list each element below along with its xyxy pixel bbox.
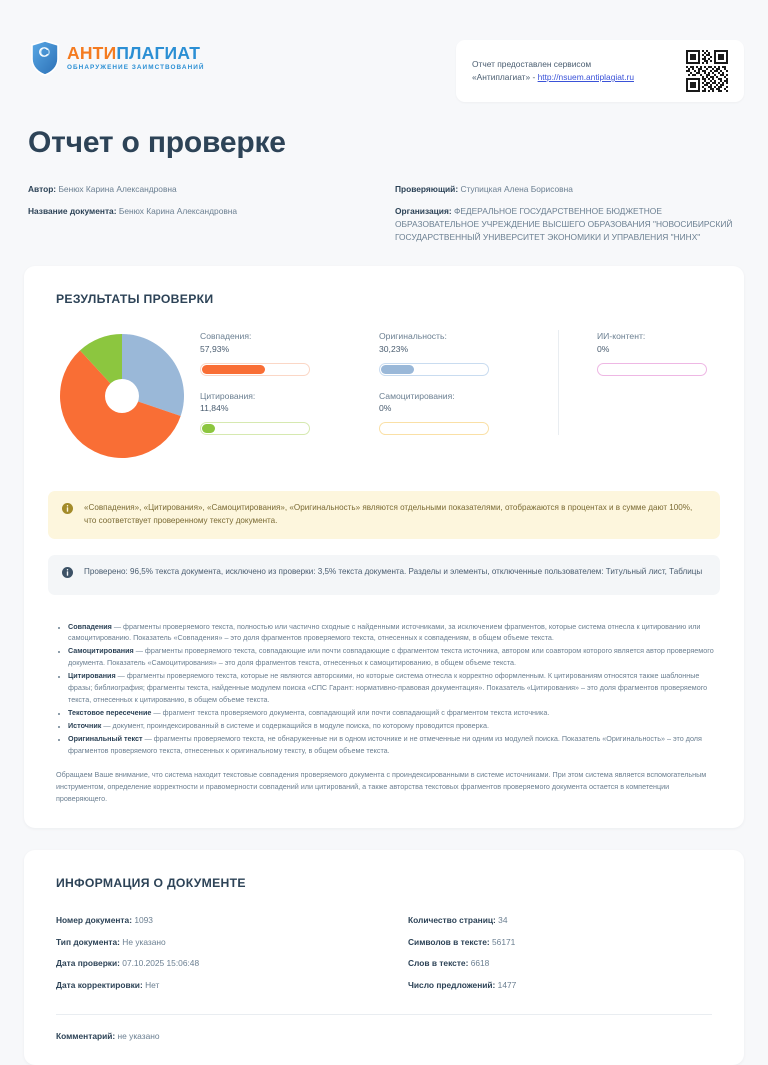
meta-document-name-value: Бенюх Карина Александровна [118,206,238,217]
definition-term: Самоцитирования [68,646,134,656]
meta-organization-label: Организация: [394,206,452,217]
definition-term: Совпадения [68,621,112,631]
document-comment [56,1031,720,1041]
document-info-grid [56,914,720,1000]
metric-sovpadeniya-label: Совпадения: [200,331,252,342]
meta-column-left [28,183,395,244]
docinfo-pages [408,914,720,927]
notice-percentages-text: «Совпадения», «Цитирования», «Самоцитирования», «Оригинальность» являются отдельными показателями, отображаются в процентах и в сумме дают 100%, что соответствует проверенному тексту документа. [84,503,693,525]
metric-sovpadeniya [200,330,379,375]
meta-column-right [395,183,744,244]
metric-originalnost-bar [379,363,489,376]
metric-citirovaniya-value: 11,84% [200,402,229,413]
notice-checked-scope [48,555,720,595]
docinfo-characters-label: Символов в тексте: [408,936,490,947]
results-card [24,266,744,828]
metric-ai-content-label: ИИ-контент: [597,331,646,342]
docinfo-sentences-label: Число предложений: [408,979,496,990]
metric-samocitirovaniya-bar [379,422,489,435]
closing-disclaimer: Обращаем Ваше внимание, что система находит текстовые совпадения проверяемого документа с проиндексированными в системе источниками. При этом система является вспомогательным инструментом, определение корректности и правомерности совпадений или цитирований, а также авторства текстовых фрагментов проверяемого документа остается в компетенции проверяющего. [56,770,707,803]
meta-author-label: Автор: [28,184,57,194]
service-info-line2-prefix: «Антиплагиат» - [472,72,538,82]
docinfo-number-label: Номер документа: [56,915,132,926]
antiplagiat-logo [24,40,205,76]
docinfo-pages-value: 34 [498,915,508,926]
definitions-list [52,621,716,757]
definition-text: — фрагменты проверяемого текста, совпадающие или почти совпадающие с фрагментом текста источника, автором или соавтором которого является автор проверяемого документа. Показатель «Самоцитирования» – это доля фрагментов текста, отнесенных к самоцитированию, в общем объеме текста. [68,646,714,668]
docinfo-type-value: Не указано [122,936,166,947]
definitions-block [48,621,720,805]
metric-ai-content-value: 0% [597,343,610,354]
meta-author [28,183,395,196]
definition-text: — фрагменты проверяемого текста, которые не являются авторскими, но которые система отнесла к корректно оформленным. К цитированиям относятся также шаблонные фразы; библиография; фрагменты текста, найденные модулем поиска «СПС Гарант: нормативно-правовая документация». Показатель «Цитирования» – это доля фрагментов проверяемого текста, отнесенных к цитированию, в общем объеме текста. [68,671,708,704]
metric-citirovaniya-bar [200,422,310,435]
meta-organization [395,205,744,244]
results-row [48,330,720,465]
metric-ai-content-bar [597,363,707,376]
docinfo-sentences-value: 1477 [497,979,517,990]
docinfo-type [56,936,408,949]
definition-term: Цитирования [68,671,116,681]
docinfo-correction-date-label: Дата корректировки: [56,979,143,990]
meta-author-value: Бенюх Карина Александровна [58,184,177,194]
page-title: Отчет о проверке [28,126,286,159]
docinfo-check-date [56,957,408,970]
definition-term: Источник [68,720,102,730]
document-info-column-left [56,914,408,1000]
definition-term: Текстовое пересечение [68,707,152,717]
info-icon [62,567,73,583]
docinfo-check-date-value: 07.10.2025 15:06:48 [122,958,200,969]
service-info-line1: Отчет предоставлен сервисом [472,59,592,70]
document-info-divider [56,1014,712,1015]
metric-originalnost-value: 30,23% [379,343,409,354]
docinfo-correction-date [56,979,408,992]
docinfo-words-label: Слов в тексте: [408,958,469,969]
definition-text: — документ, проиндексированный в системе и содержащийся в модуле поиска, по которому проводится проверка. [101,720,489,730]
donut-chart-svg [58,332,186,460]
meta-organization-value: ФЕДЕРАЛЬНОЕ ГОСУДАРСТВЕННОЕ БЮДЖЕТНОЕ ОБРАЗОВАТЕЛЬНОЕ УЧРЕЖДЕНИЕ ВЫСШЕГО ОБРАЗОВАНИЯ "НОВОСИБИРСКИЙ ГОСУДАРСТВЕННЫЙ УНИВЕРСИТЕТ ЭКОНОМИКИ И УПРАВЛЕНИЯ "НИНХ" [394,206,733,243]
metric-citirovaniya [200,390,379,435]
docinfo-number-value: 1093 [134,915,153,926]
docinfo-characters-value: 56171 [492,936,516,947]
service-url-link[interactable]: http://nsuem.antiplagiat.ru [537,72,634,82]
document-comment-value: не указано [117,1031,160,1042]
meta-checker [395,183,744,196]
metric-samocitirovaniya [379,390,558,435]
logo-tagline: ОБНАРУЖЕНИЕ ЗАИМСТВОВАНИЙ [67,64,205,72]
meta-document-name-label: Название документа: [28,206,117,217]
logo-wordmark [67,42,205,72]
document-info-card [24,850,744,1065]
docinfo-words [408,957,720,970]
metric-citirovaniya-label: Цитирования: [200,390,256,401]
docinfo-number [56,914,408,927]
results-section-title: РЕЗУЛЬТАТЫ ПРОВЕРКИ [56,292,214,307]
notice-percentages [48,491,720,539]
meta-checker-label: Проверяющий: [394,184,459,194]
docinfo-characters [408,936,720,949]
report-meta [28,183,744,244]
docinfo-type-label: Тип документа: [56,936,120,947]
definition-item [68,621,716,644]
definition-item [68,720,716,732]
docinfo-sentences [408,979,720,992]
metrics-ai-group [558,330,768,435]
metrics-main-group [200,330,558,435]
definition-item [68,733,716,756]
metric-samocitirovaniya-value: 0% [379,402,392,413]
meta-document-name [28,205,395,218]
logo-anti-text: АНТИ [67,42,117,63]
definition-item [68,670,716,705]
document-info-title: ИНФОРМАЦИЯ О ДОКУМЕНТЕ [56,876,246,891]
definition-text: — фрагмент текста проверяемого документа, совпадающий или почти совпадающий с фрагментом текста источника. [151,707,550,717]
metric-sovpadeniya-bar [200,363,310,376]
notice-checked-scope-text: Проверено: 96,5% текста документа, исключено из проверки: 3,5% текста документа. Разделы и элементы, отключенные пользователем: Титульный лист, Таблицы [84,567,703,577]
info-icon [62,503,73,519]
docinfo-correction-date-value: Нет [145,979,160,990]
service-info-text [472,58,634,83]
docinfo-check-date-label: Дата проверки: [56,958,120,969]
definition-item [68,645,716,668]
metric-ai-content [597,330,768,375]
service-info-box [456,40,744,102]
qr-code-icon [686,50,728,92]
meta-checker-value: Ступицкая Алена Борисовна [460,184,573,194]
metric-samocitirovaniya-label: Самоцитирования: [379,390,455,401]
metrics-area [186,330,768,435]
docinfo-words-value: 6618 [470,958,490,969]
metric-sovpadeniya-value: 57,93% [200,343,230,354]
definition-text: — фрагменты проверяемого текста, полностью или частично сходные с найденными источниками, за исключением фрагментов, которые система отнесла к цитированию или самоцитированию. Показатель «Совпадения» – это доля фрагментов проверяемого текста, отнесенных к совпадениям, в общем объеме текста. [68,621,701,643]
metric-originalnost [379,330,558,375]
definition-text: — фрагменты проверяемого текста, не обнаруженные ни в одном источнике и не отмеченные ни одним из модулей поиска. Показатель «Оригинальность» – это доля фрагментов проверяемого текста, отнесенных к оригинальному тексту, в общем объеме текста. [68,734,702,755]
definition-term: Оригинальный текст [68,734,143,744]
results-donut-chart [48,330,186,465]
shield-icon [30,40,60,76]
page-header [24,0,744,102]
document-info-column-right [408,914,720,1000]
definition-item [68,707,716,719]
document-comment-label: Комментарий: [56,1031,116,1042]
metric-originalnost-label: Оригинальность: [379,331,447,342]
logo-plagiat-text: ПЛАГИАТ [116,42,201,63]
docinfo-pages-label: Количество страниц: [408,915,496,926]
